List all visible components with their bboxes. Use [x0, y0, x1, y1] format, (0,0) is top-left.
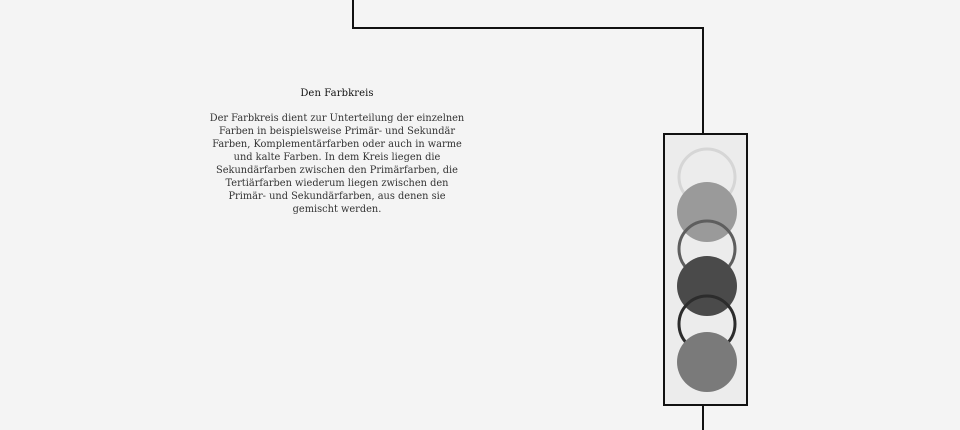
color-swatch-column — [663, 133, 748, 406]
swatch-disc-2 — [677, 182, 737, 242]
farbkreis-text-section — [208, 86, 466, 216]
swatch-disc-6 — [677, 332, 737, 392]
swatch-circles — [665, 135, 746, 404]
section-body: Der Farbkreis dient zur Unterteilung der einzelnen Farben in beispielsweise Primär- und Sekundär Farben, Komplementärfarben oder auch in warme und kalte Farben. In dem Kreis liegen die Sekundärfarben zwischen den Primärfarben, die Tertiärfarben wiederum liegen zwischen den Primär- und Sekundärfarben, aus denen sie gemischt werden. — [209, 113, 465, 215]
section-title: Den Farbkreis — [300, 88, 374, 99]
